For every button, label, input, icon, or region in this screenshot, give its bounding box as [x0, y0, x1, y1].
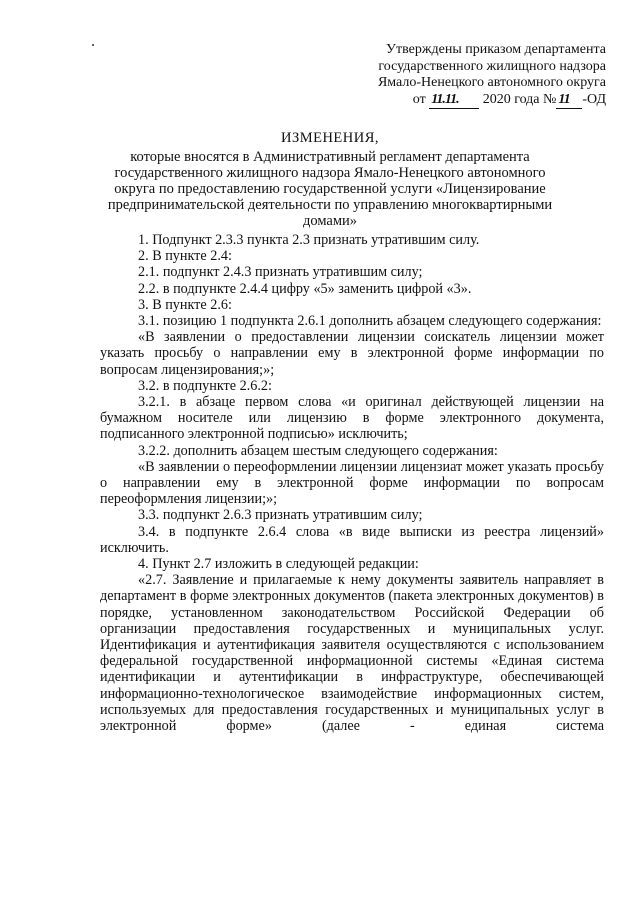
- order-suffix: -ОД: [582, 91, 606, 107]
- paragraph: 3.2.1. в абзаце первом слова «и оригинал действующей лицензии на бумажном носителе или лицензию в форме электронного документа, подписанного электронной подписью» исключить;: [100, 394, 604, 443]
- date-prefix: от: [412, 91, 426, 107]
- paragraph: 3.2.2. дополнить абзацем шестым следующего содержания:: [138, 442, 498, 459]
- approval-line-1: Утверждены приказом департамента: [386, 42, 606, 57]
- paragraph: 1. Подпункт 2.3.3 пункта 2.3 признать утратившим силу.: [138, 232, 480, 248]
- approval-date-line: [330, 92, 606, 110]
- title-subtitle: которые вносятся в Административный регламент департамента государственного жилищного надзора Ямало-Ненецкого автономного округа по предоставлению государственной услуги «Лицензирование предпринимательской деятельности по управлению многоквартирными домами»: [107, 149, 553, 229]
- paragraph: «В заявлении о переоформлении лицензии лицензиат может указать просьбу о направлении ему в электронной форме информации по вопросам переоформления лицензии;»;: [100, 458, 604, 508]
- scan-speck: [92, 44, 94, 46]
- paragraph: 3. В пункте 2.6:: [138, 296, 232, 313]
- title-heading: ИЗМЕНЕНИЯ,: [280, 130, 380, 146]
- document-title: [100, 130, 560, 229]
- date-year: 2020 года №: [482, 91, 557, 107]
- paragraph: «В заявлении о предоставлении лицензии соискатель лицензии может указать просьбу о направлении ему в электронной форме информации по вопросам лицензирования;»;: [100, 329, 604, 378]
- paragraph: 3.2. в подпункте 2.6.2:: [138, 377, 272, 394]
- paragraph: 3.1. позицию 1 подпункта 2.6.1 дополнить абзацем следующего содержания:: [138, 313, 602, 330]
- paragraph: 4. Пункт 2.7 изложить в следующей редакции:: [138, 556, 419, 573]
- paragraph: 3.3. подпункт 2.6.3 признать утратившим силу;: [138, 507, 423, 524]
- paragraph: 2.2. в подпункте 2.4.4 цифру «5» заменить цифрой «3».: [138, 280, 472, 297]
- paragraph: 2. В пункте 2.4:: [138, 248, 232, 265]
- paragraph: «2.7. Заявление и прилагаемые к нему документы заявитель направляет в департамент в форме электронных документов (пакета электронных документов) в порядке, установленном законодательством Российской Федерации об организации предоставления государственных и муниципальных услуг. Идентификация и аутентификация заявителя осуществляются с использованием федеральной государственной информационной системы «Единая система идентификации и аутентификации в инфраструктуре, обеспечивающей информационно-технологическое взаимодействие информационных систем, используемых для предоставления государственных и муниципальных услуг в электронной форме» (далее - единая система: [100, 572, 604, 735]
- approval-line-3: Ямало-Ненецкого автономного округа: [377, 75, 606, 90]
- document-body: [100, 232, 604, 734]
- paragraph: 3.4. в подпункте 2.6.4 слова «в виде выписки из реестра лицензий» исключить.: [100, 523, 604, 556]
- paragraph: 2.1. подпункт 2.4.3 признать утратившим силу;: [138, 264, 423, 281]
- handwritten-order-number: 11: [556, 92, 582, 110]
- handwritten-date: 11.11.: [429, 92, 479, 110]
- approval-line-2: государственного жилищного надзора: [378, 58, 606, 74]
- approval-stamp: [330, 42, 606, 109]
